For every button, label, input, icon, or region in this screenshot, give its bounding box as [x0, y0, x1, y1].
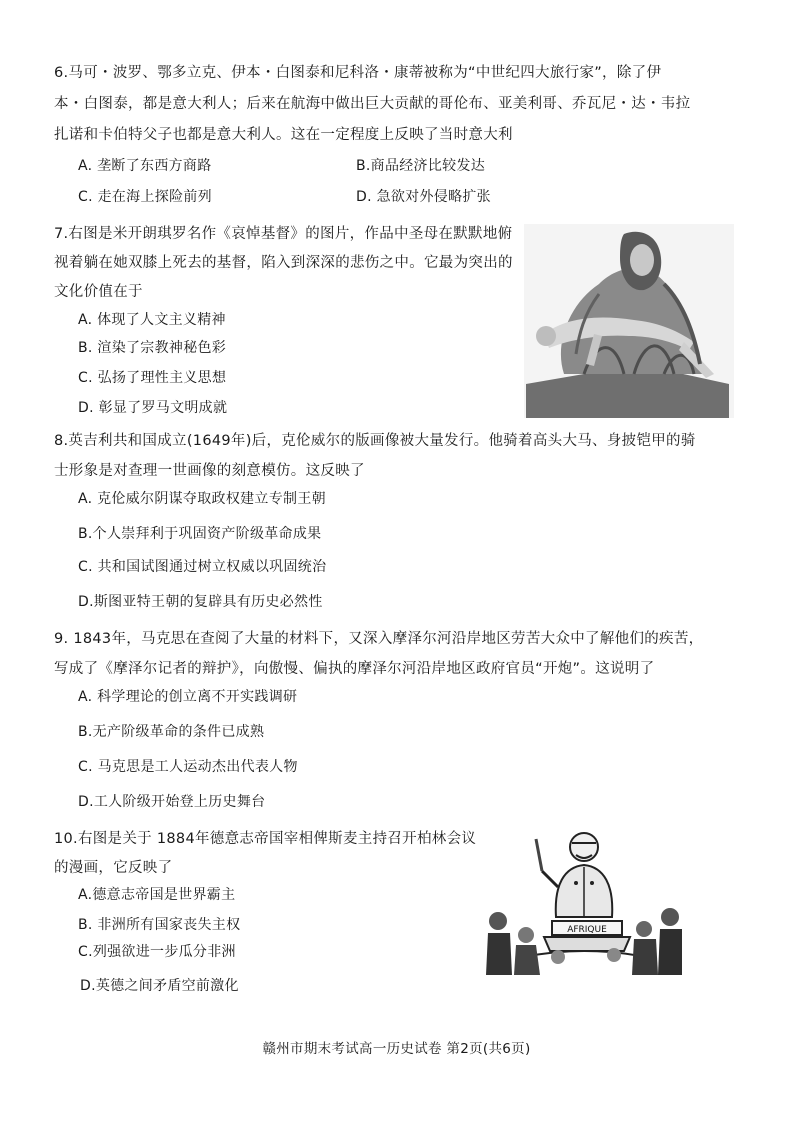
q6-option-d[interactable]: D. 急欲对外侵略扩张 — [356, 189, 491, 205]
q9-stem-line-2: 写成了《摩泽尔记者的辩护》，向傲慢、偏执的摩泽尔河沿岸地区政府官员“开炮”。这说明了 — [54, 661, 655, 677]
q6-option-b[interactable]: B.商品经济比较发达 — [356, 158, 486, 174]
q7-option-a[interactable]: A. 体现了人文主义精神 — [78, 312, 226, 328]
q8-option-d[interactable]: D.斯图亚特王朝的复辟具有历史必然性 — [78, 594, 323, 610]
pieta-sculpture-icon — [524, 224, 734, 418]
berlin-conference-cartoon-icon — [484, 825, 684, 977]
q7-option-c[interactable]: C. 弘扬了理性主义思想 — [78, 370, 227, 386]
q8-option-c[interactable]: C. 共和国试图通过树立权威以巩固统治 — [78, 559, 327, 575]
q6-stem-line-3: 扎诺和卡伯特父子也都是意大利人。这在一定程度上反映了当时意大利 — [54, 127, 513, 143]
q6-option-c[interactable]: C. 走在海上探险前列 — [78, 189, 212, 205]
q8-option-b[interactable]: B.个人崇拜利于巩固资产阶级革命成果 — [78, 526, 322, 542]
cake-label: AFRIQUE — [567, 925, 607, 935]
q10-option-b[interactable]: B. 非洲所有国家丧失主权 — [78, 917, 241, 933]
q7-option-d[interactable]: D. 彰显了罗马文明成就 — [78, 400, 228, 416]
q6-stem-line-1: 6.马可・波罗、鄂多立克、伊本・白图泰和尼科洛・康蒂被称为“中世纪四大旅行家”，除了伊 — [54, 65, 662, 81]
q9-option-d[interactable]: D.工人阶级开始登上历史舞台 — [78, 794, 266, 810]
q9-option-a[interactable]: A. 科学理论的创立离不开实践调研 — [78, 689, 298, 705]
q7-stem-line-3: 文化价值在于 — [54, 284, 143, 300]
q6-stem-line-2: 本・白图泰，都是意大利人；后来在航海中做出巨大贡献的哥伦布、亚美利哥、乔瓦尼・达・韦拉 — [54, 96, 691, 112]
page-footer: 赣州市期末考试高一历史试卷 第2页(共6页) — [262, 1041, 531, 1057]
q9-option-c[interactable]: C. 马克思是工人运动杰出代表人物 — [78, 759, 298, 775]
q7-stem-line-1: 7.右图是米开朗琪罗名作《哀悼基督》的图片，作品中圣母在默默地俯 — [54, 226, 513, 242]
q10-stem-line-2: 的漫画，它反映了 — [54, 860, 173, 876]
q7-stem-line-2: 视着躺在她双膝上死去的基督，陷入到深深的悲伤之中。它最为突出的 — [54, 255, 513, 271]
q10-option-d[interactable]: D.英德之间矛盾空前激化 — [80, 978, 239, 994]
q7-option-b[interactable]: B. 渲染了宗教神秘色彩 — [78, 340, 227, 356]
q8-stem-line-1: 8.英吉利共和国成立(1649年)后，克伦威尔的版画像被大量发行。他骑着高头大马、身披铠甲的骑 — [54, 433, 696, 449]
q9-option-b[interactable]: B.无产阶级革命的条件已成熟 — [78, 724, 265, 740]
q10-option-c[interactable]: C.列强欲进一步瓜分非洲 — [78, 944, 236, 960]
q10-option-a[interactable]: A.德意志帝国是世界霸主 — [78, 887, 236, 903]
q8-option-a[interactable]: A. 克伦威尔阴谋夺取政权建立专制王朝 — [78, 491, 326, 507]
q6-option-a[interactable]: A. 垄断了东西方商路 — [78, 158, 212, 174]
q8-stem-line-2: 士形象是对查理一世画像的刻意模仿。这反映了 — [54, 463, 365, 479]
q9-stem-line-1: 9. 1843年，马克思在查阅了大量的材料下，又深入摩泽尔河沿岸地区劳苦大众中了解他们的疾苦， — [54, 631, 704, 647]
q10-stem-line-1: 10.右图是关于 1884年德意志帝国宰相俾斯麦主持召开柏林会议 — [54, 831, 477, 847]
